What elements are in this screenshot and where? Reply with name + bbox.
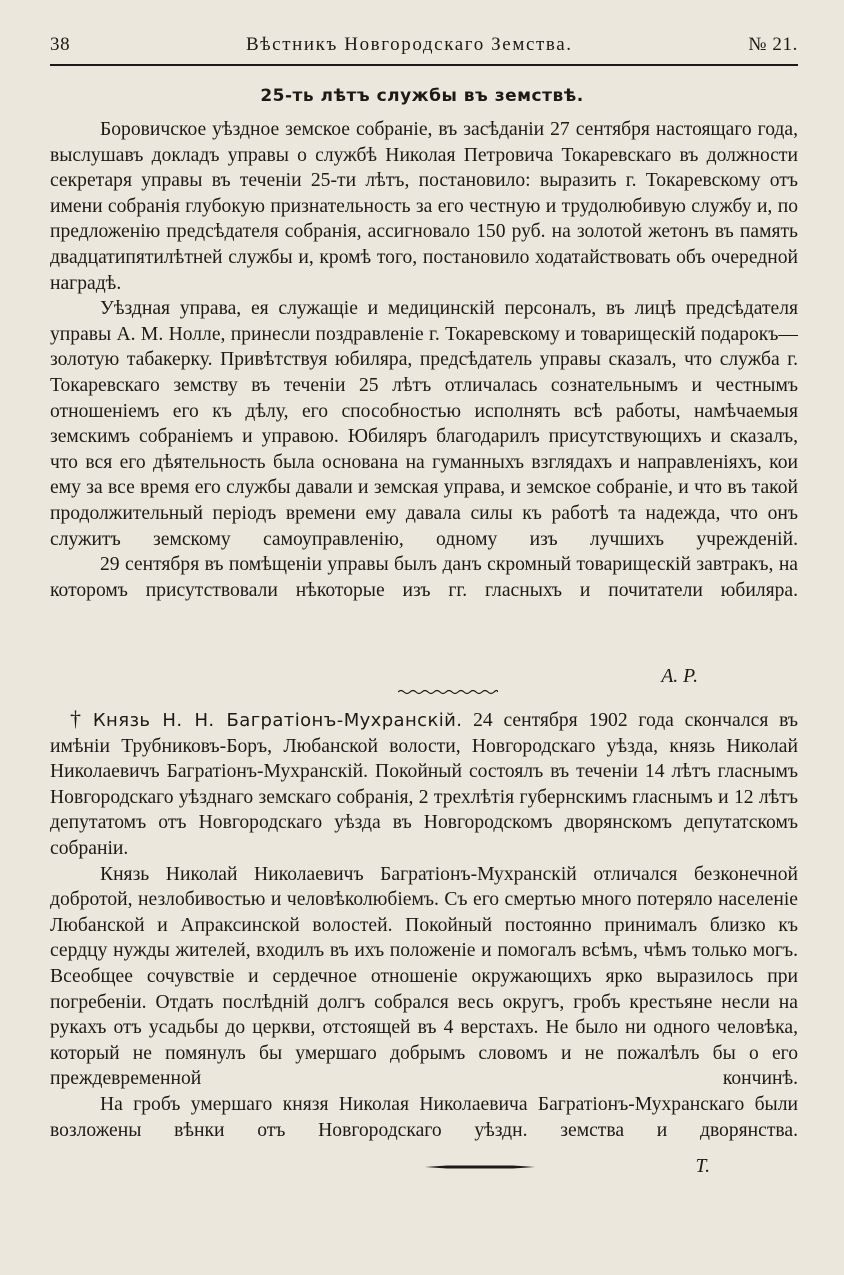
article-1-paragraph-1: Боровичское уѣздное земское собраніе, въ засѣданіи 27 сентября настоящаго года, выслушавъ докладъ управы о службѣ Николая Петровича Токаревскаго въ должности секретаря управы въ теченіи 25-ти лѣтъ, постановило: выразить г. Токаревскому отъ имени собранія глубокую признательность за его честную и трудолюбивую службу и, по предложенію предсѣдателя собранія, ассигновало 150 руб. на золотой жетонъ въ память двадцатипятилѣтней службы и, кромѣ того, постановило ходатайствовать объ очередной наградѣ. bbox=[50, 119, 798, 294]
article-2-body bbox=[50, 706, 798, 1143]
article-1-paragraph-2: Уѣздная управа, ея служащіе и медицинскій персоналъ, въ лицѣ предсѣдателя управы А. М. Нолле, принесли поздравленіе г. Токаревскому и товарищескій подарокъ—золотую табакерку. Привѣтствуя юбиляра, предсѣдатель управы сказалъ, что служба г. Токаревскаго земству въ теченіи 25 лѣтъ отличалась сознательнымъ и честнымъ отношеніемъ его къ дѣлу, его способностью исполнять всѣ работы, намѣчаемыя земскимъ собраніемъ и управою. Юбиляръ благодарилъ присутствующихъ и сказалъ, что вся его дѣятельность была основана на гуманныхъ взглядахъ и направленіяхъ, кои ему за все время его службы давали и земская управа, и земское собраніе, и что въ такой продолжительный періодъ времени ему давала силы къ работѣ та надежда, что онъ служитъ земскому самоуправленію, одному изъ лучшихъ учрежденій. bbox=[50, 298, 798, 550]
article-1-signature-row bbox=[50, 664, 798, 690]
dagger-mark: † bbox=[70, 706, 87, 731]
article-1-paragraph-3: 29 сентября въ помѣщеніи управы былъ данъ скромный товарищескій завтракъ, на которомъ присутствовали нѣкоторые изъ гг. гласныхъ и почитатели юбиляра. bbox=[50, 554, 798, 601]
article-2-paragraph-2: Князь Николай Николаевичъ Багратіонъ-Мухранскій отличался безконечной добротой, незлобивостью и человѣколюбіемъ. Съ его смертью много потеряло населеніе Любанской и Апраксинской волостей. Покойный постоянно принималъ близко къ сердцу нужды жителей, входилъ въ ихъ положеніе и помогалъ всѣмъ, чѣмъ только могъ. Всеобщее сочувствіе и сердечное отношеніе окружающихъ ярко выразилось при погребеніи. Отдать послѣдній долгъ собрался весь округъ, гробъ крестьяне несли на рукахъ отъ усадьбы до церкви, отстоящей въ 4 верстахъ. Не было ни одного человѣка, который не помянулъ бы умершаго добрымъ словомъ и не пожалѣлъ бы о его преждевременной кончинѣ. bbox=[50, 863, 798, 1090]
article-1-signature: А. Р. bbox=[661, 666, 698, 687]
obituary-first-paragraph-text: 24 сентября 1902 года скончался въ имѣніи Трубниковъ-Боръ, Любанской волости, Новгородскаго уѣзда, князь Николай Николаевичъ Багратіонъ-Мухранскій. Покойный состоялъ въ теченіи 14 лѣтъ гласнымъ Новгородскаго уѣзднаго земскаго собранія, 2 трехлѣтія губернскимъ гласнымъ и 12 лѣтъ депутатомъ отъ Новгородскаго уѣзда въ Новгородскомъ дворянскомъ депутатскомъ собраніи. bbox=[50, 710, 799, 859]
running-head bbox=[50, 34, 798, 56]
obituary-heading: Князь Н. Н. Багратіонъ-Мухранскій. bbox=[92, 710, 463, 731]
page-number: 38 bbox=[50, 34, 71, 55]
article-2-paragraph-1 bbox=[50, 706, 798, 862]
article-2-paragraph-3: На гробъ умершаго князя Николая Николаевича Багратіонъ-Мухранскаго были возложены вѣнки отъ Новгородскаго уѣздн. земства и дворянства. bbox=[50, 1093, 798, 1141]
article-2-end bbox=[50, 1158, 798, 1182]
article-title: 25-ть лѣтъ службы въ земствѣ. bbox=[260, 86, 584, 106]
wavy-divider bbox=[398, 688, 498, 696]
article-2-signature: Т. bbox=[695, 1156, 710, 1177]
header-rule bbox=[50, 64, 798, 66]
end-ornament-rule bbox=[425, 1164, 535, 1170]
issue-number: № 21. bbox=[748, 34, 798, 55]
journal-title: Вѣстникъ Новгородскаго Земства. bbox=[245, 34, 573, 55]
article-1-body bbox=[50, 117, 798, 603]
